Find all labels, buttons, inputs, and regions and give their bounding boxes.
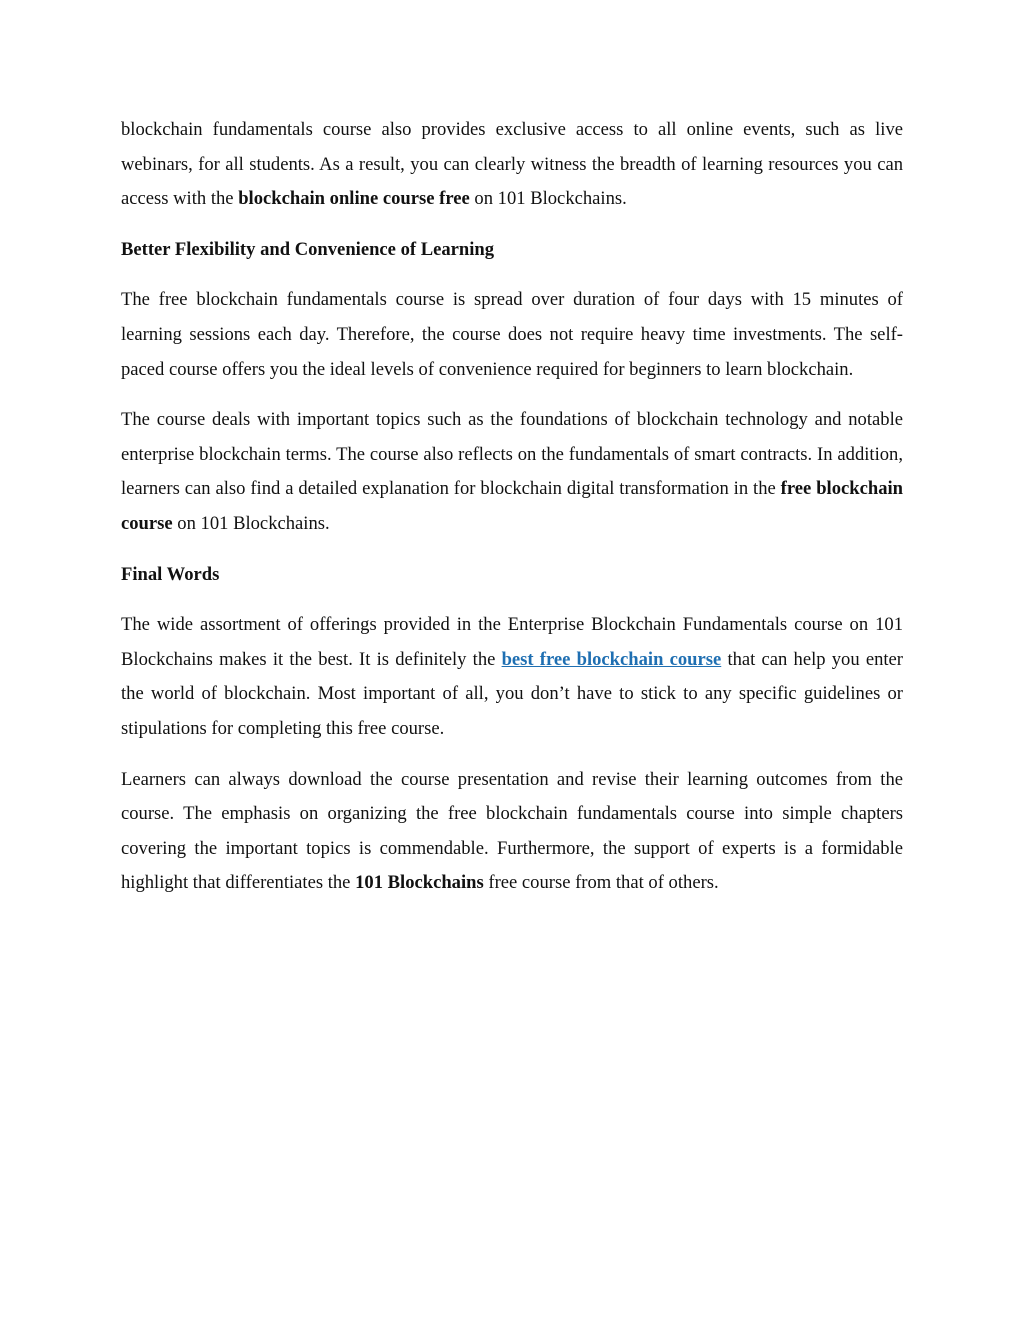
link-best-free-blockchain-course[interactable]: best free blockchain course	[501, 648, 722, 670]
heading-flexibility: Better Flexibility and Convenience of Learning	[121, 238, 495, 260]
paragraph-text: blockchain fundamentals course also provides exclusive access to all online events, such as live webinars, for all students. As a result, you can clearly witness the breadth of learning resources you can access with the	[121, 119, 903, 210]
paragraph-learners	[121, 763, 903, 901]
bold-phrase-101-blockchains: 101 Blockchains	[355, 872, 484, 894]
paragraph-text: The wide assortment of offerings provided in the Enterprise Blockchain Fundamentals course on 101 Blockchains makes it the best. It is definitely the	[121, 614, 903, 670]
paragraph-duration: The free blockchain fundamentals course is spread over duration of four days with 15 minutes of learning sessions each day. Therefore, the course does not require heavy time investments. The self-paced course offers you the ideal levels of convenience required for beginners to learn blockchain.	[121, 289, 903, 380]
document-page	[121, 113, 903, 917]
paragraph-offerings	[121, 608, 903, 746]
paragraph-text: on 101 Blockchains.	[172, 512, 330, 534]
bold-phrase-blockchain-online-course-free: blockchain online course free	[238, 188, 470, 210]
paragraph-text: free course from that of others.	[483, 872, 719, 894]
paragraph-text: on 101 Blockchains.	[469, 188, 627, 210]
paragraph-topics	[121, 403, 903, 541]
bold-phrase-free-blockchain-course: free blockchain course	[121, 478, 903, 534]
heading-final-words: Final Words	[121, 563, 220, 585]
paragraph-text: that can help you enter the world of blockchain. Most important of all, you don’t have to stick to any specific guidelines or stipulations for completing this free course.	[121, 648, 903, 739]
paragraph-resources	[121, 113, 903, 217]
paragraph-text: Learners can always download the course presentation and revise their learning outcomes from the course. The emphasis on organizing the free blockchain fundamentals course into simple chapters covering the important topics is commendable. Furthermore, the support of experts is a formidable highlight that differentiates the	[121, 768, 903, 894]
paragraph-text: The course deals with important topics such as the foundations of blockchain technology and notable enterprise blockchain terms. The course also reflects on the fundamentals of smart contracts. In addition, learners can also find a detailed explanation for blockchain digital transformation in the	[121, 409, 903, 500]
